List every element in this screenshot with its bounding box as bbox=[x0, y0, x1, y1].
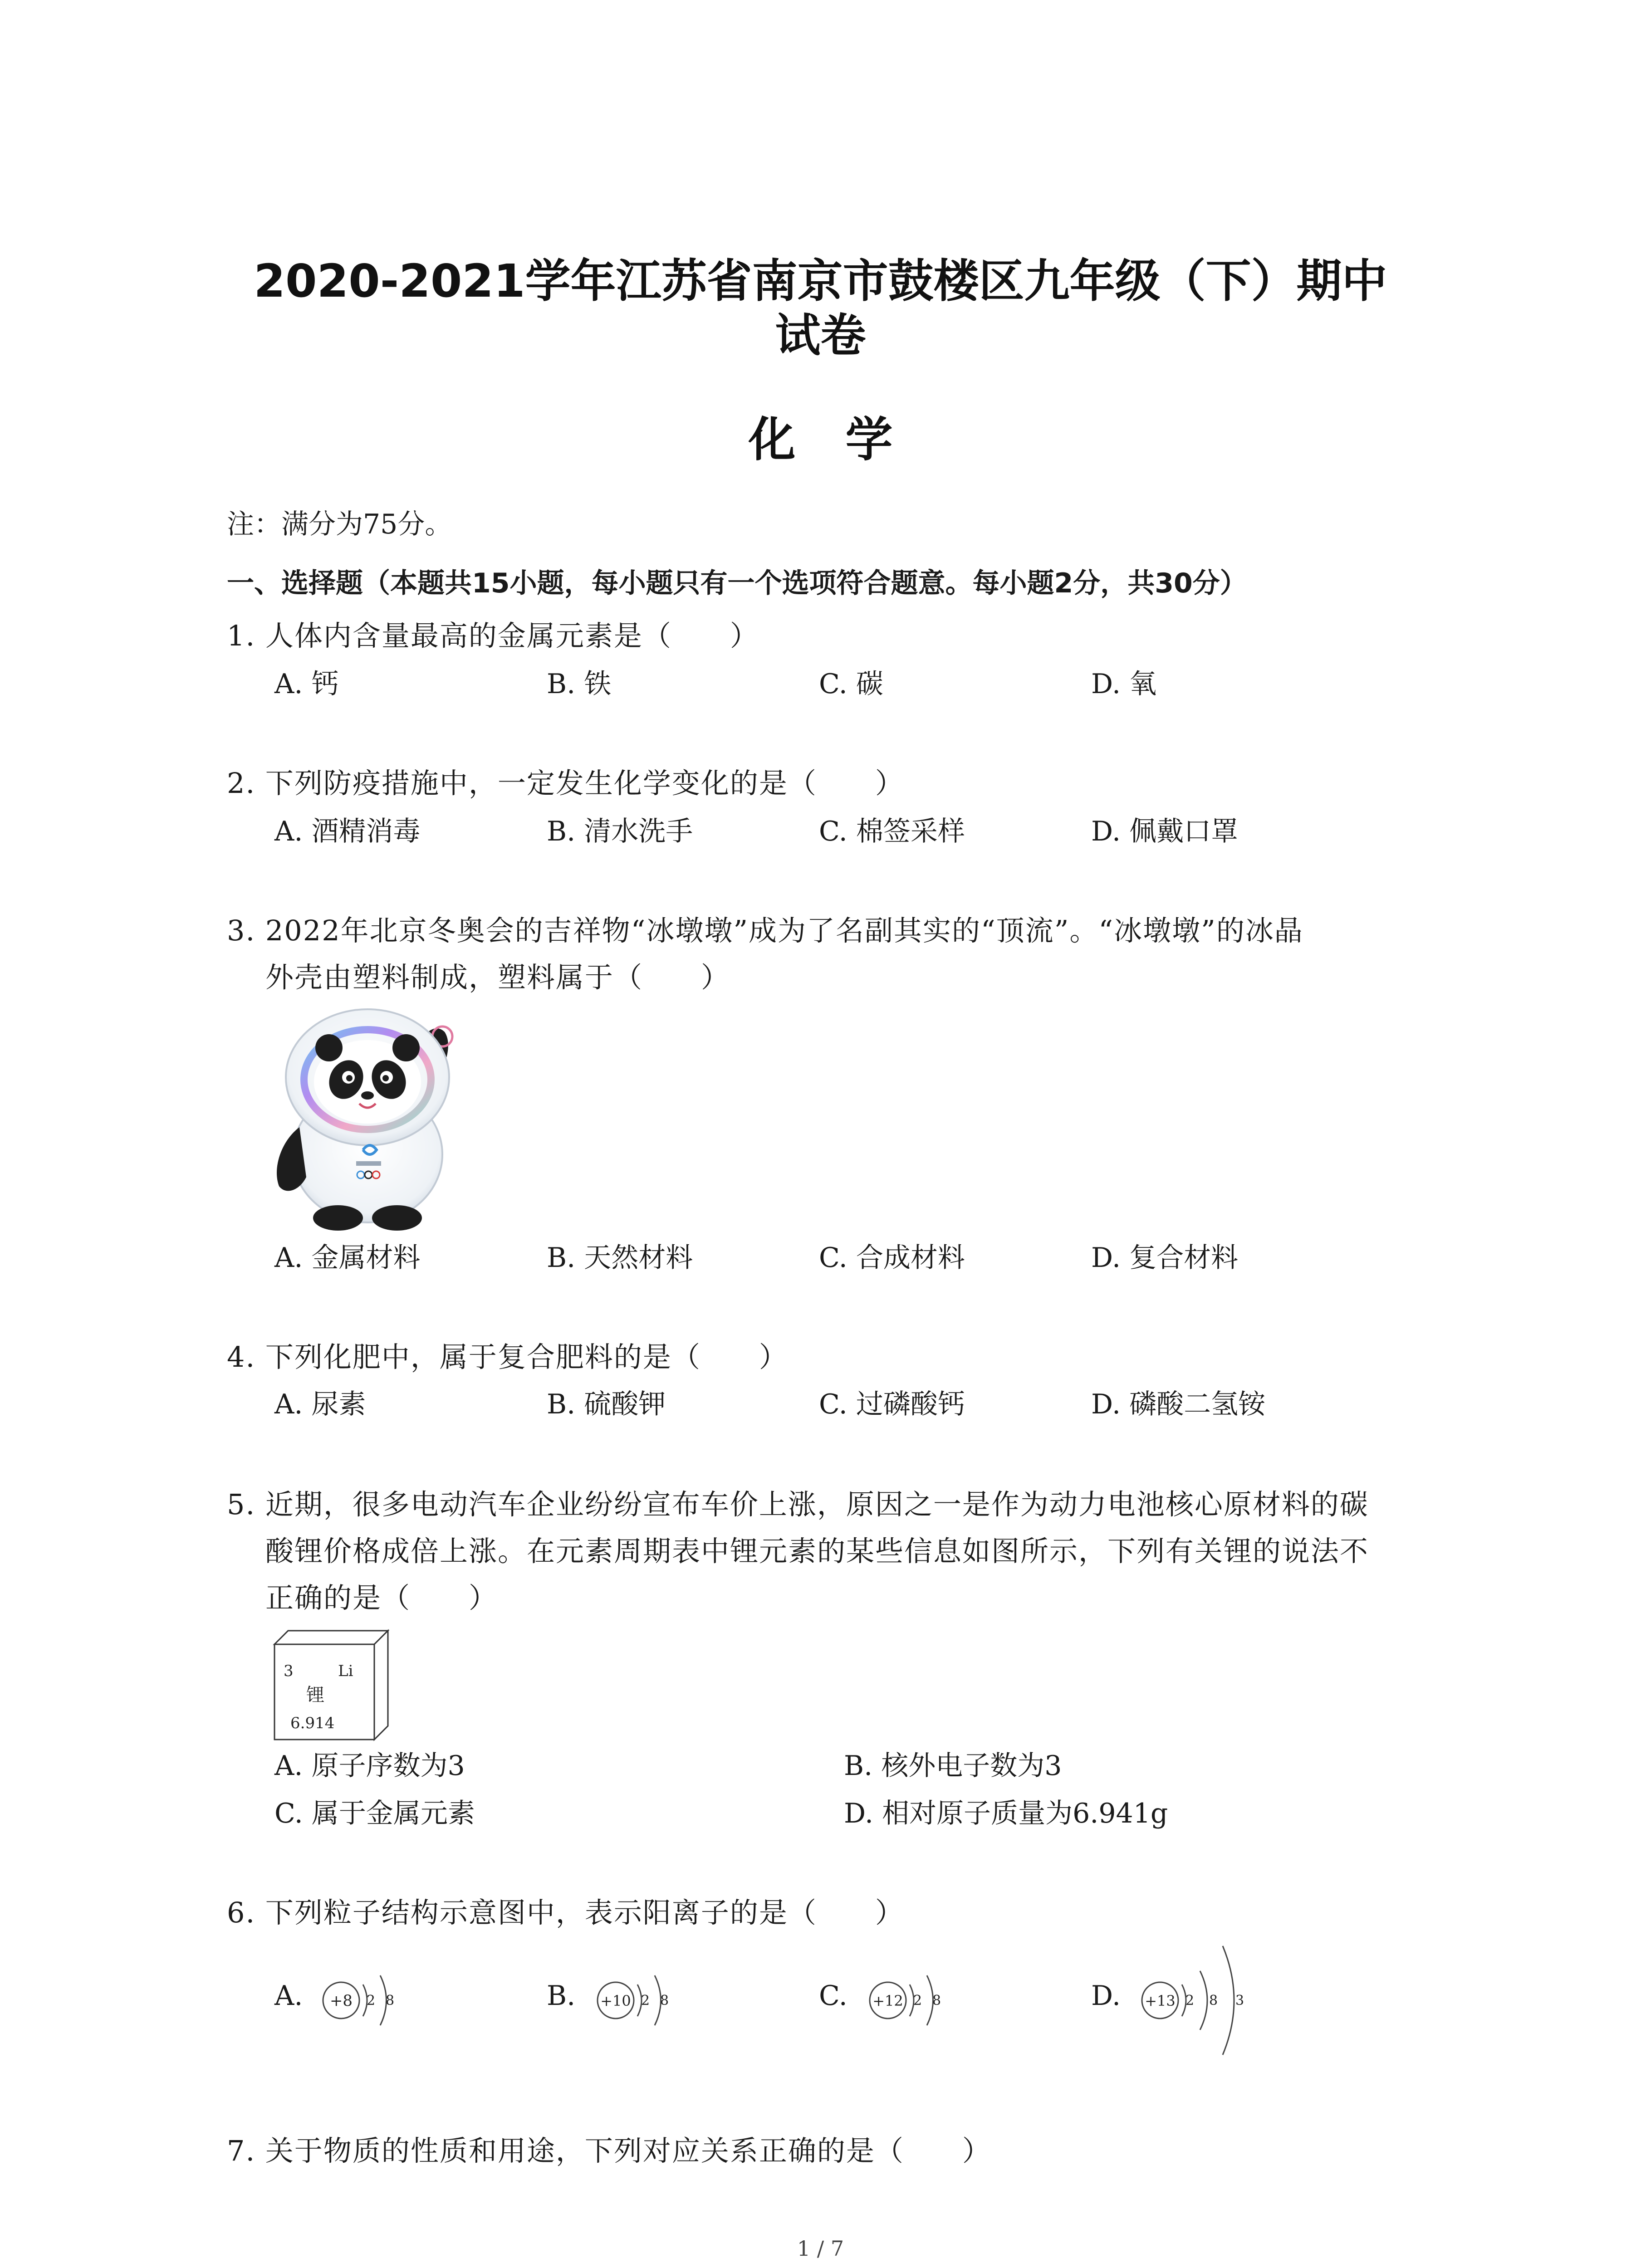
q4-option-d: D. 磷酸二氢铵 bbox=[1091, 1388, 1266, 1420]
element-symbol: Li bbox=[338, 1662, 353, 1680]
q2-option-a: A. 酒精消毒 bbox=[274, 816, 421, 847]
shell-electrons: 2 bbox=[367, 1993, 376, 2009]
q6-option-b-label: B. bbox=[547, 1980, 576, 2012]
question-5-stem-line1: 5. 近期，很多电动汽车企业纷纷宣布车价上涨，原因之一是作为动力电池核心原材料的碳 bbox=[227, 1488, 1369, 1521]
question-5-stem-line3: 正确的是（ ） bbox=[265, 1581, 498, 1614]
q1-option-b: B. 铁 bbox=[547, 668, 612, 700]
question-3-stem-line1: 3. 2022年北京冬奥会的吉祥物“冰墩墩”成为了名副其实的“顶流”。“冰墩墩”的冰晶 bbox=[227, 914, 1303, 947]
q5-option-a: A. 原子序数为3 bbox=[274, 1750, 465, 1782]
q3-option-b: B. 天然材料 bbox=[547, 1242, 693, 1274]
q1-option-a: A. 钙 bbox=[274, 668, 339, 700]
atom-diagram-a bbox=[318, 1955, 426, 2046]
element-number: 3 bbox=[284, 1662, 294, 1680]
atom-diagram-d bbox=[1136, 1932, 1273, 2068]
q1-option-c: C. 碳 bbox=[819, 668, 883, 700]
question-7-stem: 7. 关于物质的性质和用途，下列对应关系正确的是（ ） bbox=[227, 2134, 991, 2167]
q3-option-a: A. 金属材料 bbox=[274, 1242, 421, 1274]
section-heading: 一、选择题（本题共15小题，每小题只有一个选项符合题意。每小题2分，共30分） bbox=[227, 567, 1247, 599]
question-1-stem: 1. 人体内含量最高的金属元素是（ ） bbox=[227, 619, 759, 652]
shell-electrons: 8 bbox=[932, 1993, 941, 2009]
question-4-stem: 4. 下列化肥中，属于复合肥料的是（ ） bbox=[227, 1340, 788, 1374]
q6-option-a-label: A. bbox=[274, 1980, 303, 2012]
question-3-stem-line2: 外壳由塑料制成，塑料属于（ ） bbox=[265, 961, 730, 994]
shell-electrons: 2 bbox=[1185, 1993, 1195, 2009]
nucleus-charge: +12 bbox=[872, 1992, 903, 2009]
page-number: 1 / 7 bbox=[797, 2236, 844, 2261]
q6-option-c-label: C. bbox=[819, 1980, 847, 2012]
q4-option-b: B. 硫酸钾 bbox=[547, 1388, 666, 1420]
shell-electrons: 8 bbox=[1209, 1993, 1218, 2009]
exam-title-line1: 2020-2021学年江苏省南京市鼓楼区九年级（下）期中 bbox=[254, 254, 1387, 308]
score-note: 注：满分为75分。 bbox=[227, 508, 452, 540]
element-name: 锂 bbox=[306, 1685, 324, 1706]
exam-title-line2: 试卷 bbox=[775, 309, 866, 362]
mascot-bing-dwen-dwen-image bbox=[263, 1005, 481, 1232]
shell-electrons: 2 bbox=[913, 1993, 922, 2009]
question-5-stem-line2: 酸锂价格成倍上涨。在元素周期表中锂元素的某些信息如图所示，下列有关锂的说法不 bbox=[265, 1535, 1369, 1568]
q3-option-d: D. 复合材料 bbox=[1091, 1242, 1239, 1274]
question-2-stem: 2. 下列防疫措施中，一定发生化学变化的是（ ） bbox=[227, 767, 904, 800]
question-6-stem: 6. 下列粒子结构示意图中，表示阳离子的是（ ） bbox=[227, 1896, 904, 1929]
nucleus-charge: +10 bbox=[600, 1992, 631, 2009]
q5-option-c: C. 属于金属元素 bbox=[274, 1798, 475, 1829]
shell-electrons: 3 bbox=[1235, 1993, 1244, 2009]
atom-diagram-b bbox=[592, 1955, 701, 2046]
shell-electrons: 2 bbox=[641, 1993, 650, 2009]
q4-option-c: C. 过磷酸钙 bbox=[819, 1388, 965, 1420]
lithium-element-box bbox=[270, 1626, 392, 1744]
nucleus-charge: +13 bbox=[1145, 1992, 1176, 2009]
q3-option-c: C. 合成材料 bbox=[819, 1242, 965, 1274]
element-mass: 6.914 bbox=[290, 1714, 335, 1732]
shell-electrons: 8 bbox=[386, 1993, 395, 2009]
atom-diagram-c bbox=[864, 1955, 973, 2046]
q6-option-d-label: D. bbox=[1091, 1980, 1121, 2012]
q2-option-c: C. 棉签采样 bbox=[819, 816, 965, 847]
shell-electrons: 8 bbox=[660, 1993, 669, 2009]
q2-option-b: B. 清水洗手 bbox=[547, 816, 693, 847]
q5-option-d: D. 相对原子质量为6.941g bbox=[844, 1798, 1168, 1829]
q2-option-d: D. 佩戴口罩 bbox=[1091, 816, 1239, 847]
nucleus-charge: +8 bbox=[329, 1992, 353, 2010]
q1-option-d: D. 氧 bbox=[1091, 668, 1157, 700]
q5-option-b: B. 核外电子数为3 bbox=[844, 1750, 1062, 1782]
subject-title: 化学 bbox=[748, 412, 943, 467]
q4-option-a: A. 尿素 bbox=[274, 1388, 366, 1420]
